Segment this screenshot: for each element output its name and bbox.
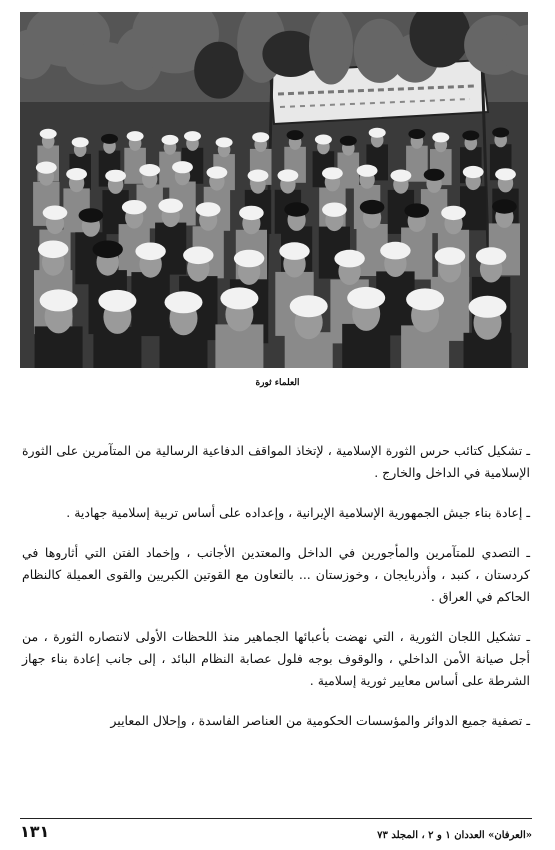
paragraph: ـ إعادة بناء جيش الجمهورية الإسلامية الإيرانية ، وإعداده على أساس تربية إسلامية جهادية . — [66, 505, 530, 520]
article-body — [22, 440, 530, 750]
crowd-photo-drawing — [20, 12, 528, 368]
paragraph: ـ تشكيل اللجان الثورية ، التي نهضت بأعبائها الجماهير منذ اللحظات الأولى لانتصاره الثورة ، من أجل صيانة الأمن الداخلي ، والوقوف بوجه فلول عصابة النظام البائد ، إلى جانب إعادة بناء جهاز الشرطة على أساس معايير ثورية إسلامية . — [22, 629, 530, 688]
paragraph: ـ تصفية جميع الدوائر والمؤسسات الحكومية من العناصر الفاسدة ، وإحلال المعايير — [110, 713, 530, 728]
photo-caption: العلماء ثورة — [255, 378, 300, 388]
paragraph: ـ تشكيل كتائب حرس الثورة الإسلامية ، لإتخاذ المواقف الدفاعية الرسالية من المتآمرين على الثورة الإسلامية في الداخل والخارج . — [22, 443, 530, 480]
crowd-photo — [20, 12, 528, 368]
journal-reference: «العرفان» العددان ١ و ٢ ، المجلد ٧٣ — [377, 830, 532, 841]
page-number: ١٣١ — [20, 822, 50, 841]
paragraph: ـ التصدي للمتآمرين والمأجورين في الداخل والمعتدين الأجانب ، وإخماد الفتن التي أثاروها في كردستان ، كنبد ، وأذربايجان ، وخوزستان ... بالتعاون مع القوتين الكبريين والقوى العميلة كالنظام الحاكم في العراق . — [22, 545, 530, 604]
page-footer — [20, 818, 532, 841]
